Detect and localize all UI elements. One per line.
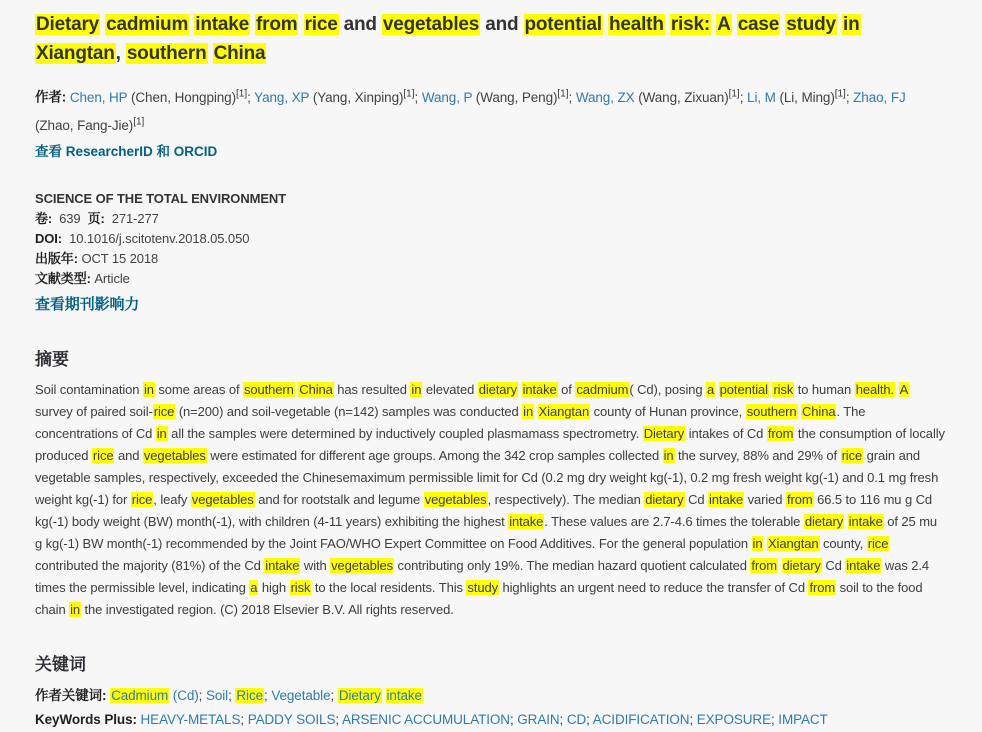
highlighted-text: China bbox=[299, 382, 333, 397]
text-segment: Soil contamination bbox=[35, 382, 143, 397]
highlighted-text: dietary bbox=[804, 514, 844, 529]
highlighted-text: Xiangtan bbox=[767, 536, 819, 551]
highlighted-text: rice bbox=[304, 14, 338, 35]
text-segment: ; bbox=[335, 712, 342, 727]
highlighted-text: in bbox=[143, 382, 154, 397]
text-segment: ; bbox=[845, 89, 854, 105]
highlighted-text: intake bbox=[848, 514, 883, 529]
text-segment: Cd bbox=[684, 492, 709, 507]
highlighted-text: from bbox=[751, 558, 777, 573]
text-segment: (Yang, Xinping) bbox=[309, 89, 404, 105]
highlighted-text: vegetables bbox=[382, 14, 480, 35]
keyword-link[interactable]: Rice bbox=[236, 688, 264, 703]
publication-info bbox=[35, 189, 945, 316]
text-segment: , leafy bbox=[153, 492, 191, 507]
text-segment: (Wang, Peng) bbox=[472, 89, 558, 105]
text-segment: . The concentrations of Cd bbox=[35, 404, 866, 441]
highlighted-text: a bbox=[250, 580, 258, 595]
doi-label: DOI: bbox=[35, 231, 63, 246]
text-segment: and bbox=[338, 14, 382, 35]
highlighted-text: case bbox=[737, 14, 780, 35]
text-segment: was 2.4 times the permissible level, indicating bbox=[35, 558, 930, 595]
keyword-link[interactable]: Wang, P bbox=[421, 89, 473, 105]
highlighted-text: intake bbox=[522, 382, 557, 397]
abstract-text bbox=[35, 379, 945, 621]
text-segment bbox=[778, 558, 782, 573]
keyword-link[interactable]: Li, M bbox=[747, 89, 776, 105]
highlighted-text: rice bbox=[131, 492, 153, 507]
text-segment: [1] bbox=[133, 116, 145, 128]
highlighted-text: from bbox=[256, 14, 298, 35]
keywords-heading: 关键词 bbox=[35, 655, 86, 674]
highlighted-text: dietary bbox=[478, 382, 518, 397]
highlighted-text: in bbox=[70, 602, 81, 617]
text-segment: ; bbox=[770, 712, 779, 727]
keyword-link[interactable]: Zhao, FJ bbox=[853, 89, 906, 105]
highlighted-text: vegetables bbox=[424, 492, 487, 507]
text-segment: high bbox=[258, 580, 290, 595]
highlighted-text: cadmium bbox=[106, 14, 189, 35]
doi-row bbox=[35, 229, 945, 249]
text-segment: highlights an urgent need to reduce the transfer of Cd bbox=[498, 580, 809, 595]
keyword-link[interactable]: Chen, HP bbox=[69, 89, 128, 105]
text-segment: ; bbox=[240, 712, 248, 727]
author-keywords-row bbox=[35, 684, 945, 708]
text-segment: (Zhao, Fang-Jie) bbox=[35, 118, 134, 133]
text-segment: and for rootstalk and legume bbox=[254, 492, 424, 507]
text-segment: to human bbox=[794, 382, 855, 397]
text-segment: ; bbox=[689, 712, 697, 727]
text-segment bbox=[208, 43, 213, 64]
highlighted-text: rice bbox=[841, 448, 863, 463]
abstract-heading: 摘要 bbox=[35, 350, 69, 369]
text-segment: the survey, 88% and 29% of bbox=[674, 448, 841, 463]
text-segment: ; bbox=[568, 89, 576, 105]
text-segment: ; bbox=[198, 688, 206, 703]
keyword-link[interactable]: Dietary bbox=[338, 688, 381, 703]
highlighted-text: health bbox=[608, 14, 664, 35]
volume-pages-row bbox=[35, 209, 945, 229]
keyword-link[interactable]: intake bbox=[386, 688, 422, 703]
highlighted-text: vegetables bbox=[143, 448, 206, 463]
text-segment: elevated bbox=[422, 382, 478, 397]
text-segment: ; bbox=[228, 688, 236, 703]
keyword-link[interactable]: ACIDIFICATION bbox=[592, 712, 690, 727]
doctype-label: 文献类型: bbox=[35, 271, 91, 286]
highlighted-text: from bbox=[786, 492, 813, 507]
highlighted-text: vegetables bbox=[331, 558, 394, 573]
highlighted-text: southern bbox=[243, 382, 294, 397]
volume-value: 639 bbox=[59, 211, 81, 226]
text-segment: ( Cd), posing bbox=[629, 382, 707, 397]
text-segment: contributed the majority (81%) of the Cd bbox=[35, 558, 265, 573]
text-segment: county, bbox=[819, 536, 867, 551]
highlighted-text: intake bbox=[265, 558, 300, 573]
text-segment: [1] bbox=[834, 88, 846, 99]
text-segment: ; bbox=[509, 712, 518, 727]
highlighted-text: intake bbox=[195, 14, 249, 35]
text-segment: all the samples were determined by inductively coupled plasmamass spectrometry. bbox=[167, 426, 643, 441]
text-segment: (n=200) and soil-vegetable (n=142) samples was conducted bbox=[175, 404, 523, 419]
text-segment: 66.5 to 116 mu g Cd kg(-1) body weight (BW) month(-1), with children (4-11 years) exhibiting the highest bbox=[35, 492, 933, 529]
text-segment: ; bbox=[264, 688, 272, 703]
highlighted-text: Xiangtan bbox=[538, 404, 590, 419]
doi-value: 10.1016/j.scitotenv.2018.05.050 bbox=[69, 231, 250, 246]
pubyear-value: OCT 15 2018 bbox=[81, 251, 159, 266]
highlighted-text: southern bbox=[746, 404, 797, 419]
volume-label: 卷: bbox=[35, 211, 53, 226]
keyword-link[interactable]: EXPOSURE bbox=[696, 712, 771, 727]
journal-impact-link[interactable]: 查看期刊影响力 bbox=[35, 296, 140, 313]
keywords-plus-label: KeyWords Plus: bbox=[35, 712, 137, 727]
highlighted-text: in bbox=[843, 14, 860, 35]
text-segment: . These values are 2.7-4.6 times the tolerable bbox=[544, 514, 804, 529]
text-segment: (Wang, Zixuan) bbox=[634, 89, 729, 105]
highlighted-text: intake bbox=[709, 492, 744, 507]
highlighted-text: risk: bbox=[670, 14, 710, 35]
text-segment: survey of paired soil- bbox=[35, 404, 153, 419]
highlighted-text: in bbox=[523, 404, 534, 419]
highlighted-text: in bbox=[411, 382, 422, 397]
pages-label: 页: bbox=[87, 211, 105, 226]
journal-impact-row bbox=[35, 294, 945, 316]
text-segment: with bbox=[300, 558, 331, 573]
text-segment: [1] bbox=[403, 88, 415, 99]
keywords-plus-list bbox=[141, 712, 828, 727]
author-keywords-label: 作者关键词: bbox=[35, 688, 107, 703]
text-segment: and bbox=[480, 14, 524, 35]
highlighted-text: a bbox=[707, 382, 715, 397]
text-segment: [1] bbox=[728, 88, 740, 99]
highlighted-text: A bbox=[899, 382, 909, 397]
text-segment: has resulted bbox=[333, 382, 411, 397]
text-segment: (Li, Ming) bbox=[775, 89, 835, 105]
highlighted-text: intake bbox=[509, 514, 544, 529]
highlighted-text: health. bbox=[855, 382, 895, 397]
text-segment: ; bbox=[586, 712, 593, 727]
highlighted-text: potential bbox=[719, 382, 768, 397]
page-title bbox=[35, 10, 940, 68]
text-segment: varied bbox=[744, 492, 786, 507]
highlighted-text: Dietary bbox=[36, 14, 100, 35]
highlighted-text: study bbox=[786, 14, 836, 35]
keyword-link[interactable]: Vegetable bbox=[271, 688, 331, 703]
text-segment: ; bbox=[247, 89, 255, 105]
highlighted-text: rice bbox=[153, 404, 175, 419]
text-segment: , bbox=[115, 43, 126, 64]
text-segment: ; bbox=[559, 712, 567, 727]
journal-title: SCIENCE OF THE TOTAL ENVIRONMENT bbox=[35, 191, 287, 206]
text-segment: ; bbox=[330, 688, 338, 703]
text-segment: grain and vegetable samples, respectively, exceeded the Chinesemaximum permissible limit for Cd (0.2 mg dry weight kg(-1), 0.2 mg fresh weight kg(-1) and 0.1 mg fresh weight kg(-1) for bbox=[35, 448, 939, 507]
keyword-link[interactable]: Yang, XP bbox=[254, 89, 310, 105]
text-segment: of 25 mu g kg(-1) BW month(-1) recommended by the Joint FAO/WHO Expert Committee on Food Additives. For the general population bbox=[35, 514, 938, 551]
text-segment: the consumption of locally produced bbox=[35, 426, 945, 463]
text-segment: were estimated for different age groups. Among the 342 crop samples collected bbox=[206, 448, 663, 463]
text-segment: ; bbox=[414, 89, 422, 105]
pubyear-row bbox=[35, 249, 945, 269]
highlighted-text: study bbox=[467, 580, 498, 595]
keywords-plus-row bbox=[35, 708, 945, 732]
highlighted-text: risk bbox=[773, 382, 794, 397]
text-segment: some areas of bbox=[154, 382, 243, 397]
highlighted-text: cadmium bbox=[576, 382, 629, 397]
highlighted-text: potential bbox=[524, 14, 602, 35]
keyword-link[interactable]: PADDY SOILS bbox=[247, 712, 336, 727]
keyword-link[interactable]: Cadmium bbox=[111, 688, 169, 703]
highlighted-text: in bbox=[156, 426, 167, 441]
highlighted-text: in bbox=[663, 448, 674, 463]
keyword-link[interactable]: ARSENIC ACCUMULATION bbox=[341, 712, 510, 727]
text-segment: intakes of Cd bbox=[685, 426, 767, 441]
researcher-links-row bbox=[35, 142, 945, 162]
keyword-link[interactable]: Soil bbox=[205, 688, 229, 703]
text-segment: ; bbox=[739, 89, 748, 105]
keyword-link[interactable]: HEAVY-METALS bbox=[140, 712, 241, 727]
text-segment: , respectively). The median bbox=[487, 492, 645, 507]
text-segment bbox=[298, 14, 303, 35]
text-segment: of bbox=[557, 382, 576, 397]
author-keywords-list bbox=[110, 688, 423, 703]
doctype-value: Article bbox=[94, 271, 130, 286]
highlighted-text: risk bbox=[290, 580, 311, 595]
text-segment: contributing only 19%. The median hazard quotient calculated bbox=[394, 558, 751, 573]
highlighted-text: China bbox=[802, 404, 836, 419]
highlighted-text: in bbox=[752, 536, 763, 551]
keyword-link[interactable]: IMPACT bbox=[778, 712, 828, 727]
highlighted-text: southern bbox=[126, 43, 207, 64]
text-segment: to the local residents. This bbox=[311, 580, 467, 595]
authors-line bbox=[35, 81, 945, 138]
highlighted-text: China bbox=[213, 43, 266, 64]
highlighted-text: from bbox=[767, 426, 794, 441]
highlighted-text: vegetables bbox=[191, 492, 254, 507]
researcherid-orcid-link[interactable]: 查看 ResearcherID 和 ORCID bbox=[35, 144, 218, 159]
text-segment: soil to the food chain bbox=[35, 580, 923, 617]
text-segment bbox=[732, 14, 737, 35]
authors-label: 作者: bbox=[35, 89, 67, 105]
highlighted-text: dietary bbox=[782, 558, 821, 573]
text-segment: the investigated region. (C) 2018 Elsevier B.V. All rights reserved. bbox=[81, 602, 454, 617]
highlighted-text: Dietary bbox=[643, 426, 685, 441]
text-segment: (Chen, Hongping) bbox=[127, 89, 236, 105]
highlighted-text: rice bbox=[867, 536, 889, 551]
keyword-link[interactable]: CD bbox=[566, 712, 587, 727]
pages-value: 271-277 bbox=[111, 211, 159, 226]
keyword-link[interactable]: (Cd) bbox=[172, 688, 199, 703]
highlighted-text: Xiangtan bbox=[36, 43, 115, 64]
keyword-link[interactable]: Wang, ZX bbox=[575, 89, 635, 105]
highlighted-text: intake bbox=[846, 558, 881, 573]
highlighted-text: from bbox=[809, 580, 836, 595]
highlighted-text: A bbox=[717, 14, 731, 35]
doctype-row bbox=[35, 269, 945, 289]
keyword-link[interactable] bbox=[382, 688, 386, 703]
text-segment: [1] bbox=[235, 88, 248, 99]
keyword-link[interactable]: GRAIN bbox=[517, 712, 560, 727]
text-segment: and bbox=[114, 448, 143, 463]
text-segment: county of Hunan province, bbox=[590, 404, 746, 419]
text-segment: Cd bbox=[821, 558, 846, 573]
authors-list bbox=[35, 90, 906, 134]
highlighted-text: rice bbox=[92, 448, 114, 463]
text-segment: [1] bbox=[557, 88, 569, 99]
highlighted-text: dietary bbox=[645, 492, 684, 507]
pubyear-label: 出版年: bbox=[35, 251, 78, 266]
